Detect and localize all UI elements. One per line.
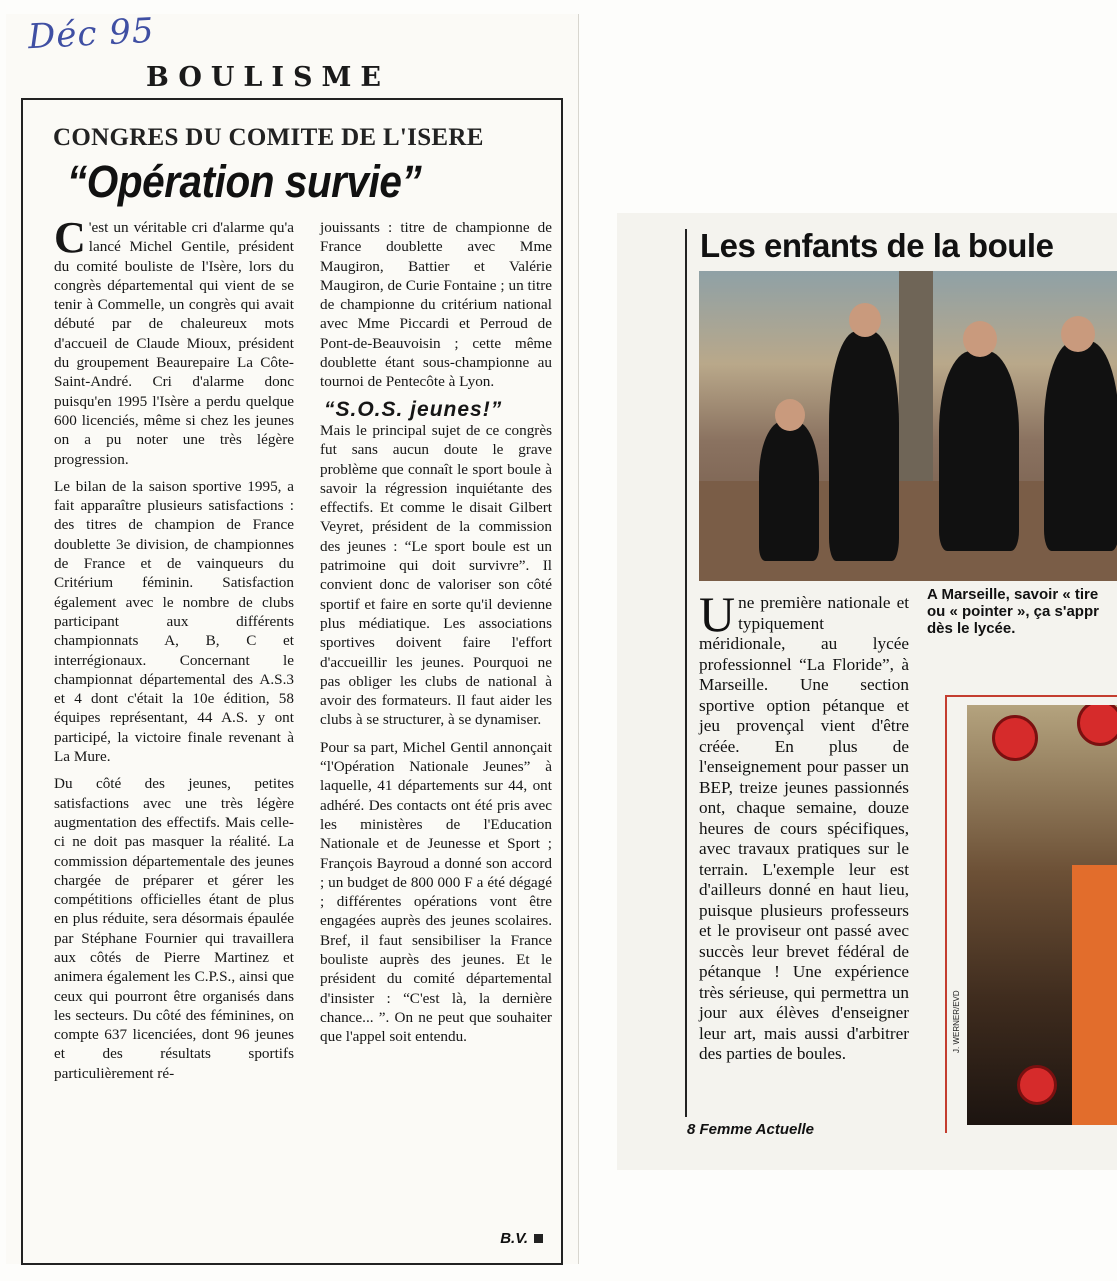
person-shape xyxy=(1044,341,1117,551)
clothing-shape xyxy=(1072,865,1117,1125)
paragraph xyxy=(54,213,294,469)
body-text: ne première nationale et typiquement méridionale, au lycée professionnel “La Floride”, à Marseille. Une section sportive option pétanque et jeu provençal vient d'être créée. En plus de l'enseignement pour passer un BEP, treize jeunes passionnés ont, chaque semaine, douze heures de cours spécifiques, avec travaux pratiques sur le terrain. L'exemple leur est d'ailleurs donné en haut lieu, puisque plusieurs professeurs et le proviseur ont passé avec succès leur brevet fédéral de pétanque ! Une expérience très sérieuse, qui permettra un jour aux élèves d'enseigner leur art, mais aussi d'arbitrer des parties de boules. xyxy=(699,593,909,1063)
section-title: BOULISME xyxy=(146,62,390,93)
person-shape xyxy=(759,421,819,561)
face-shape xyxy=(775,399,805,431)
face-shape xyxy=(849,303,881,337)
article-box xyxy=(21,98,563,1265)
paragraph: Le bilan de la saison sportive 1995, a fait apparaître plusieurs satisfactions : des titres de champion de France doublette 3e division, de championnes de France et de vainqueurs du Critérium féminin. Satisfaction également avec le nombre de clubs participant aux différents championnats A, B, C et interrégionaux. Concernant le championnat départemental des A.S.3 et 4 dont c'était la 10e édition, 58 équipes représentant, 44 A.S. y ont participé, la victoire finale revenant à La Mure. xyxy=(54,477,294,766)
signature-text: B.V. xyxy=(500,1230,528,1247)
article-column-2 xyxy=(320,218,552,1054)
boule-shape xyxy=(992,715,1038,761)
photo-caption: A Marseille, savoir « tire ou « pointer », ça s'appr dès le lycée. xyxy=(927,586,1099,637)
inset-photo xyxy=(967,705,1117,1125)
subheading: “S.O.S. jeunes!” xyxy=(324,397,503,421)
person-shape xyxy=(939,351,1019,551)
paragraph: Du côté des jeunes, petites satisfactions avec une très légère augmentation des effectifs. Mais celle-ci ne doit pas masquer la réalité. La commission départementale des jeunes chargée de préparer et gérer les compétitions officielles étant de plus en plus réduite, sera désormais épaulée par Stéphane Fournier qui travaillera aux côtés de Pierre Martinez et animera également les C.P.S., ainsi que ceux qui pourront être organisés dans les secteurs. Du côté des féminines, on compte 637 licenciées, dont 96 jeunes et des résultats sportifs particulièrement ré- xyxy=(54,775,294,1082)
drop-cap: C xyxy=(54,213,86,262)
left-clipping xyxy=(6,10,579,1264)
author-signature xyxy=(500,1230,543,1247)
article-headline: “Opération survie” xyxy=(67,156,422,207)
handwritten-date: Déc 95 xyxy=(27,10,156,58)
boule-shape xyxy=(1017,1065,1057,1105)
paragraph: Pour sa part, Michel Gentil annonçait “l'Opération Nationale Jeunes” à laquelle, 41 départements sur 44, ont adhéré. Des contacts ont été pris avec les ministères de l'Education Nationale et de Jeunesse et Sport ; François Bayroud a donné son accord ; un budget de 800 000 F a été dégagé ; différentes opérations vont être engagées auprès des jeunes scolaires. Bref, il faut sensibiliser la France bouliste auprès des jeunes. Et le président du comité départemental d'insister : “C'est là, la dernière chance... ”. On ne peut que souhaiter que l'appel soit entendu. xyxy=(320,738,552,1046)
article-kicker: CONGRES DU COMITE DE L'ISERE xyxy=(53,124,484,151)
page-footer: 8 Femme Actuelle xyxy=(687,1121,814,1138)
end-mark-icon xyxy=(534,1234,543,1243)
photo-credit: J. WERNER/EVD xyxy=(952,990,961,1053)
paragraph: jouissants : titre de championne de France doublette avec Mme Maugiron, Battier et Valérie Maugiron, de Curie Fontaine ; un titre de championne du critérium national avec Mme Piccardi et Perroud de Pont-de-Beauvoisin ; cette même doublette étant sous-championne au tournoi de Pentecôte à Lyon. xyxy=(320,219,552,391)
article-column-1 xyxy=(54,213,294,1091)
boule-shape xyxy=(1077,705,1117,746)
right-article-body xyxy=(699,586,909,1065)
person-shape xyxy=(829,331,899,561)
paragraph-text: 'est un véritable cri d'alarme qu'a lancé Michel Gentile, président du comité bouliste de l'Isère, lors du congrès départemental qui vient de se tenir à Commelle, un congrès qui avait débuté par de chaleureux mots d'accueil de Claude Mioux, président du groupement Beaurepaire La Côte-Saint-André. Cri d'alarme donc puisqu'en 1995 l'Isère a perdu quelque 600 licenciés, même si chez les jeunes on a pu noter une très légère progression. xyxy=(54,219,294,468)
drop-cap: U xyxy=(699,586,736,642)
paragraph: Mais le principal sujet de ce congrès fut sans aucun doute le grave problème que connaît le sport boule à savoir la régression inquiétante des effectifs. Et comme le disait Gilbert Veyret, président de la commission des jeunes : “Le sport boule est un patrimoine qui doit survivre”. Il convient donc de valoriser son côté sportif et faire en sorte qu'il devienne plus médiatique. Les associations sportives doivent faire l'effort d'accueillir les jeunes. Pourquoi ne pas obliger les clubs de national à avoir des formateurs. Il faut aider les clubs à se structurer, à se dynamiser. xyxy=(320,421,552,729)
face-shape xyxy=(963,321,997,357)
right-headline: Les enfants de la boule xyxy=(700,227,1054,264)
right-clipping xyxy=(617,213,1117,1170)
vertical-rule xyxy=(685,229,687,1117)
face-shape xyxy=(1061,316,1095,352)
photo-students xyxy=(699,271,1117,581)
